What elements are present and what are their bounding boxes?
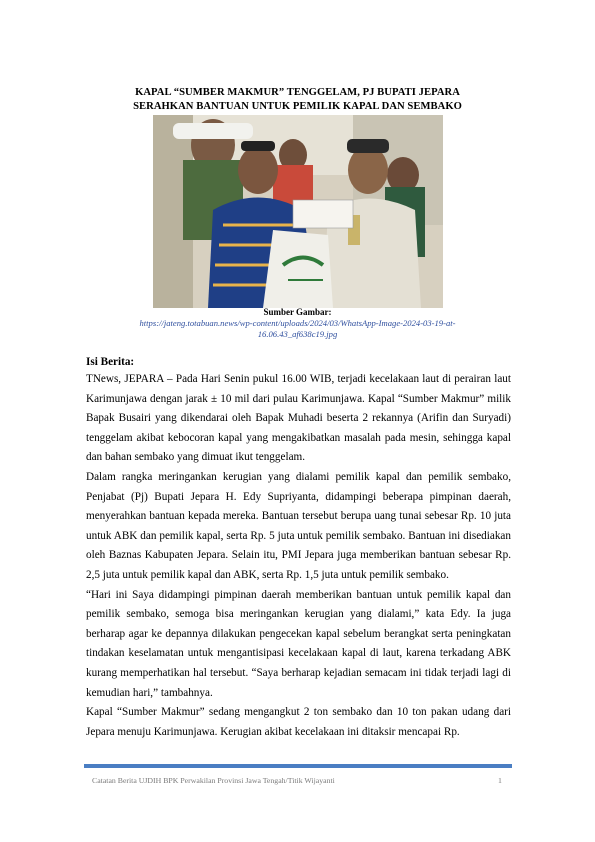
image-source-link[interactable] <box>100 318 495 340</box>
image-source-link-line-1[interactable]: https://jateng.totabuan.news/wp-content/uploads/2024/03/WhatsApp-Image-2024-03-19-at- <box>139 318 456 328</box>
article-paragraph-3: “Hari ini Saya didampingi pimpinan daerah memberikan bantuan untuk pemilik kapal dan pemilik sembako, semoga bisa meringankan kerugian yang dialami,” kata Edy. Ia juga berharap agar ke depannya dilakukan pengecekan kapal sebelum berangkat serta peningkatan tindakan keselamatan untuk mengantisipasi kecelakaan kapal di laut, karena terkadang ABK kurang memperhatikan hal tersebut. “Saya berharap kejadian semacam ini tidak terjadi lagi di kemudian hari,” tambahnya. <box>86 588 511 699</box>
article-body <box>86 370 511 742</box>
footer-text: Catatan Berita UJDIH BPK Perwakilan Provinsi Jawa Tengah/Titik Wijayanti <box>92 776 335 785</box>
article-paragraph-4: Kapal “Sumber Makmur” sedang mengangkut 2 ton sembako dan 10 ton pakan udang dari Jepara menuju Karimunjawa. Kerugian akibat kecelakaan ini ditaksir mencapai Rp. <box>86 706 511 738</box>
article-title-line-1: KAPAL “SUMBER MAKMUR” TENGGELAM, PJ BUPATI JEPARA <box>135 87 460 98</box>
section-heading: Isi Berita: <box>86 356 135 368</box>
image-caption-label: Sumber Gambar: <box>263 307 332 317</box>
image-source-link-line-2[interactable]: 16.06.43_af638c19.jpg <box>257 329 338 339</box>
page-number: 1 <box>498 776 502 785</box>
article-paragraph-1: TNews, JEPARA – Pada Hari Senin pukul 16.00 WIB, terjadi kecelakaan laut di perairan laut Karimunjawa dengan jarak ± 10 mil dari pulau Karimunjawa. Kapal “Sumber Makmur” milik Bapak Busairi yang dikendarai oleh Bapak Muhadi beserta 2 rekannya (Arifin dan Suryadi) tenggelam akibat kebocoran kapal yang mengakibatkan masalah pada mesin, sehingga kapal dan bahan sembako yang dimuat ikut tenggelam. <box>86 373 511 464</box>
footer-divider <box>84 764 512 768</box>
article-title <box>80 86 515 114</box>
article-title-line-2: SERAHKAN BANTUAN UNTUK PEMILIK KAPAL DAN SEMBAKO <box>133 101 462 112</box>
article-paragraph-2: Dalam rangka meringankan kerugian yang dialami pemilik kapal dan pemilik sembako, Penjabat (Pj) Bupati Jepara H. Edy Supriyanta, didampingi beberapa pimpinan daerah, menyerahkan bantuan kepada mereka. Bantuan tersebut berupa uang tunai sebesar Rp. 10 juta untuk ABK dan pemilik kapal, serta Rp. 5 juta untuk pemilik sembako. Bantuan ini disediakan oleh Baznas Kabupaten Jepara. Selain itu, PMI Jepara juga memberikan bantuan sebesar Rp. 2,5 juta untuk pemilik kapal dan ABK, serta Rp. 1,5 juta untuk pemilik sembako. <box>86 470 511 581</box>
news-photo <box>153 115 443 308</box>
